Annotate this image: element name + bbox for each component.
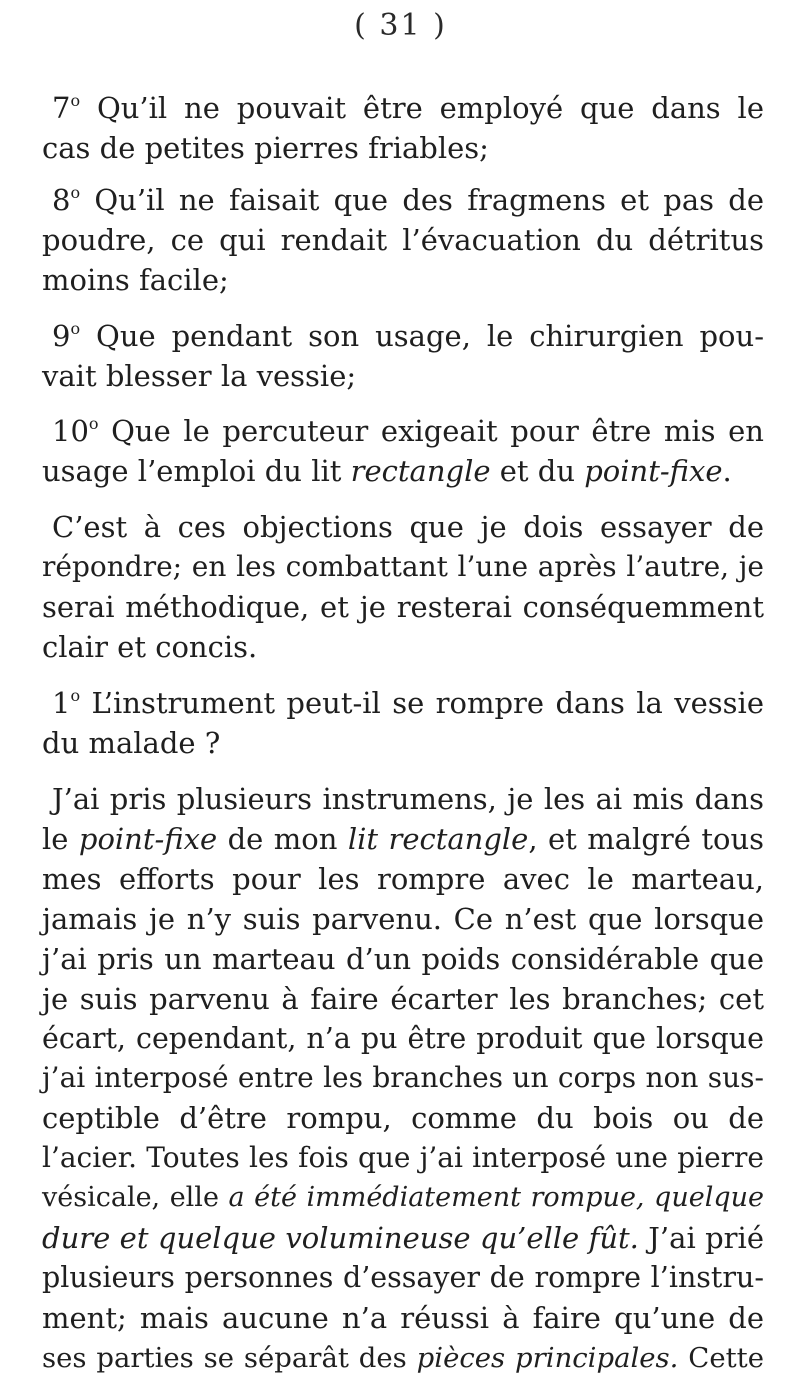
list-number: 7 [52,91,71,125]
line-text: C’est à ces objections que je dois essayer de [52,510,764,545]
text-line [42,1058,764,1098]
line-text: ceptible d’être rompu, comme du bois ou de [42,1101,764,1136]
line-text: répondre; en les combattant l’une après l’autre, je [42,550,764,584]
text-line [42,1218,764,1258]
line-text: Qu’il ne pouvait être employé que dans le [80,91,764,125]
ordinal-mark: o [88,414,99,434]
line-text: Que pendant son usage, le chirurgien pou- [80,318,764,353]
text-line [52,88,764,128]
line-text: J’ai prié [638,1221,764,1256]
list-number: 10 [52,414,89,449]
text-line [42,859,764,899]
text-line [42,260,764,300]
ordinal-mark: o [70,318,81,338]
text-line [42,819,764,859]
text-line [42,1098,764,1138]
italic-term: dure et quelque volumineuse qu’elle fût. [42,1221,639,1256]
text-line [42,723,764,763]
list-number: 1 [52,686,71,721]
line-text: plusieurs personnes d’essayer de rompre l’instru- [42,1261,764,1295]
line-text: jamais je n’y suis parvenu. Ce n’est que lorsque [42,901,764,936]
text-line [42,899,764,939]
text-line [42,128,764,168]
line-text: de mon [217,821,348,856]
line-text: Cette [678,1342,764,1374]
text-line [52,316,764,356]
line-text: mes efforts pour les rompre avec le marteau, [42,861,764,896]
line-text: Qu’il ne faisait que des fragmens et pas de [80,182,764,217]
italic-term: point-fixe [584,454,723,489]
ordinal-mark: o [70,686,81,706]
text-line [42,979,764,1019]
text-line [52,180,764,220]
line-text: cas de petites pierres friables; [42,130,489,165]
line-text: usage l’emploi du lit [42,454,351,489]
ordinal-mark: o [70,91,81,110]
text-line [42,1298,764,1338]
line-text: j’ai pris un marteau d’un poids considérable que [42,941,764,976]
italic-term: lit rectangle [347,821,529,856]
text-line [42,1019,764,1059]
text-line [42,587,764,627]
line-text: vésicale, elle [42,1182,229,1214]
line-text: vait blesser la vessie; [42,358,357,393]
line-text: le [42,821,79,856]
text-line [42,356,764,396]
ordinal-mark: o [70,182,81,202]
line-text: L’instrument peut-il se rompre dans la vessie [80,686,764,721]
text-line [52,507,764,547]
text-line [42,939,764,979]
line-text: j’ai interposé entre les branches un corps non sus- [42,1061,764,1095]
line-text: écart, cependant, n’a pu être produit que lorsque [42,1021,764,1055]
page-number: ( 31 ) [354,8,447,43]
italic-term: point-fixe [78,821,218,856]
line-text: du malade ? [42,725,221,760]
line-text: ment; mais aucune n’a réussi à faire qu’une de [42,1301,764,1336]
italic-term: pièces principales. [416,1342,679,1374]
text-line [42,451,764,491]
list-number: 8 [52,182,71,217]
text-line [42,627,764,667]
italic-term: rectangle [350,454,491,489]
line-text: je suis parvenu à faire écarter les branches; cet [42,981,764,1016]
text-line [52,779,764,819]
italic-term: a été immédiatement rompue, quelque [228,1182,764,1214]
text-line [52,411,764,451]
text-line [42,1258,764,1298]
line-text: moins facile; [42,262,229,297]
line-text: serai méthodique, et je resterai conséquemment [42,590,764,625]
text-line [42,220,764,260]
text-line [42,547,764,587]
line-text: Que le percuteur exigeait pour être mis en [98,414,764,449]
line-text: . [722,454,732,489]
text-line [42,1178,764,1218]
line-text: poudre, ce qui rendait l’évacuation du détritus [42,222,764,257]
list-number: 9 [52,318,71,353]
line-text: clair et concis. [42,630,258,665]
text-line [42,1338,764,1378]
text-line [52,683,764,723]
line-text: l’acier. Toutes les fois que j’ai interposé une pierre [42,1141,764,1175]
line-text: et du [490,454,585,489]
line-text: , et malgré tous [528,821,765,856]
line-text: J’ai pris plusieurs instrumens, je les ai mis dans [52,781,764,816]
line-text: ses parties se séparât des [42,1342,417,1374]
text-line [42,1138,764,1178]
